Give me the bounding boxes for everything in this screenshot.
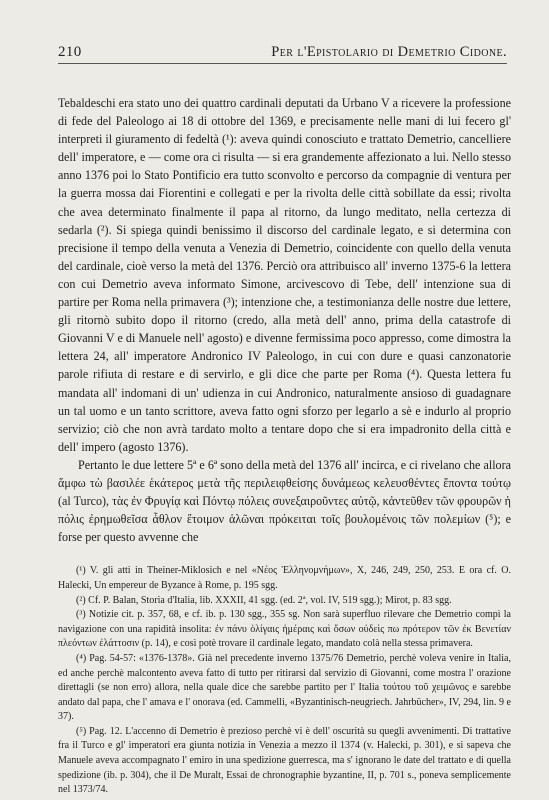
page-number: 210 <box>58 44 82 60</box>
body-paragraph-1: Tebaldeschi era stato uno dei quattro cardinali deputati da Urbano V a ricevere la professione di fede del Paleologo ai 18 di ottobre del 1369, e precisamente nelle mani di lui fecero gl' interpreti il giuramento di fedeltà (¹): aveva quindi conosciuto e trattato Demetrio, cancelliere dell' imperatore, e — come ora ci risulta — si era grandemente affezionato a lui. Nello stesso anno 1376 poi lo Stato Pontificio era tutto sconvolto e percorso da compagnie di ventura per la guerra mossa dai Fiorentini e collegati e per la rivolta delle città sobillate da essi; rivolta che avea determinato finalmente il papa al ritorno, da lungo meditato, nella certezza di sedarla (²). Si spiega quindi benissimo il discorso del cardinale legato, e si determina con precisione il tempo della venuta a Venezia di Demetrio, coincidente con quello della venuta del cardinale, cioè verso la metà del 1376. Perciò ora attribuisco all' inverno 1375-6 la lettera con cui Demetrio aveva informato Simone, arcivescovo di Tebe, dell' intenzione sua di partire per Roma nella primavera (³); intenzione che, a testimonianza delle nostre due lettere, gli ritornò subito dopo il ritorno (credo, alla metà dell' anno, prima della catastrofe di Giovanni V e di Manuele nell' agosto) e divenne fermissima poco appresso, come dimostra la lettera 24, all' imperatore Andronico IV Paleologo, in cui con dure e quasi canzonatorie parole rifiuta di restare e di servirlo, e gli dice che parte per Roma (⁴). Questa lettera fu mandata all' indomani di un' udienza in cui Andronico, naturalmente ansioso di guadagnare un tal uomo e un tanto scrittore, aveva fatto ogni sforzo per legarlo a sè e indurlo al proprio servizio; ciò che non avrà tardato molto a tentare dopo che si era impadronito della città e dell' impero (agosto 1376). <box>58 96 511 454</box>
body-paragraph-2: Pertanto le due lettere 5ª e 6ª sono della metà del 1376 all' incirca, e ci rivelano che allora ἅμφω τὼ βασιλέε ἑκάτερος μετὰ τῆς περιλειφθείσης δυνάμεως κελευσθέντες ἕποντα τούτῳ (al Turco), τὰς ἐν Φρυγίᾳ καὶ Πόντῳ πόλεις συνεξαιροῦντες αὐτῷ, κἀντεῦθεν τῶν φρουρῶν ἡ πόλις ἐρημωθεῖσα ἆθλον ἕτοιμον ἁλῶναι πρόκειται τοῖς βουλομένοις τῶν πολεμίων (⁵); e forse per questo avvenne che <box>58 457 511 545</box>
body-text <box>58 94 511 546</box>
page-header <box>58 44 507 64</box>
footnote-4: (⁴) Pag. 54-57: «1376-1378». Già nel precedente inverno 1375/76 Demetrio, perchè voleva venire in Italia, ed anche perchè malcontento aveva fatto di tutto per ritirarsi dal servizio di Giovanni, come mostra l' orazione direttagli (se non erro) allora, nella quale dice che sarebbe partito per l' Italia τούτου τοῦ χειμῶνος e sarebbe andato dal papa, che l' amava e l' onorava (ed. Cammelli, «Byzantinisch-neugriech. Jahrbücher», IV, 294, lin. 9 e 37). <box>58 652 511 723</box>
footnote-1: (¹) V. gli atti in Theiner-Miklosich e nel «Νέος Ἑλληνομνήμων», X, 246, 249, 250, 253. E ora cf. O. Halecki, Un empereur de Byzance à Rome, p. 195 sgg. <box>58 565 511 591</box>
footnotes <box>58 564 511 798</box>
footnote-3: (³) Notizie cit. p. 357, 68, e cf. ib. p. 130 sgg., 355 sg. Non sarà superfluo rilevare che Demetrio compì la navigazione con una rapidità insolita: ἐν πάνυ ὀλίγαις ἡμέραις καὶ ὅσων οὐδεὶς πω πρότερον τῶν ἐκ Βενετίαν πλεόντων ἐλάττοσιν (p. 14), e così potè trovare il cardinale legato, mandato colà nella stessa primavera. <box>58 609 511 650</box>
running-title: Per l'Epistolario di Demetrio Cidone. <box>271 44 507 60</box>
footnote-2: (²) Cf. P. Balan, Storia d'Italia, lib. XXXII, 41 sgg. (ed. 2ª, vol. IV, 519 sgg.); Mirot, p. 83 sgg. <box>76 594 452 606</box>
footnote-5: (⁵) Pag. 12. L'accenno di Demetrio è prezioso perchè vi è dell' oscurità su quegli avvenimenti. Di trattative fra il Turco e gl' imperatori era giunta notizia in Venezia a mezzo il 1374 (v. Halecki, p. 301), e si sapeva che Manuele aveva accompagnato l' emiro in una spedizione guerresca, ma s' ignorano le date del trattato e di quella spedizione (ib. p. 304), che il De Muralt, Essai de chronographie byzantine, II, p. 701 s., poneva semplicemente nel 1373/74. <box>58 725 511 796</box>
